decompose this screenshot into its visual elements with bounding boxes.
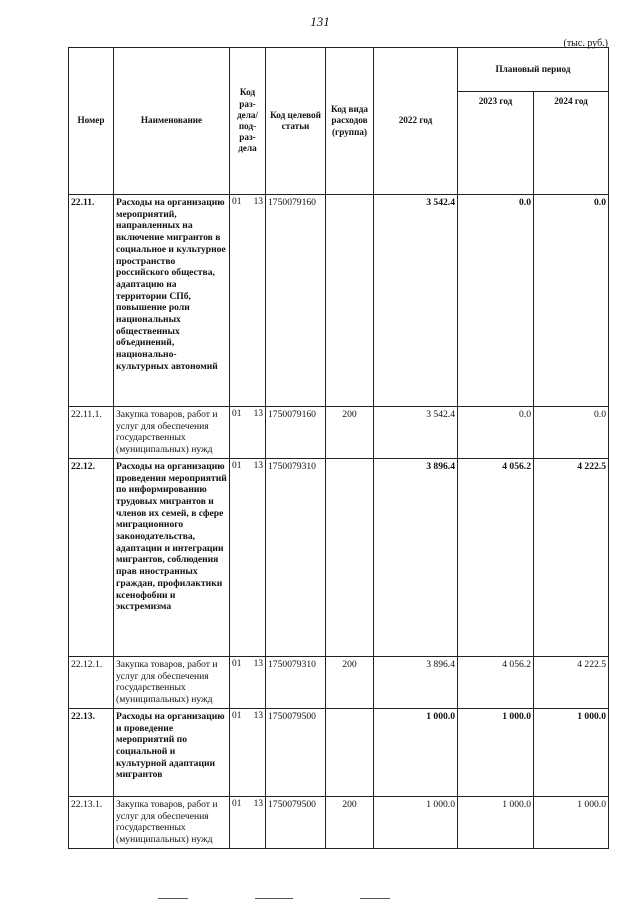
row-number: 22.13. <box>69 708 114 796</box>
row-name: Расходы на организацию проведения мероприятий по информированию трудовых мигрантов и членов их семей, в сфере миграционного законодательства, адаптации и интеграции мигрантов, соблюдения прав иностранных граждан, профилактики ксенофобии и экстремизма <box>114 458 230 656</box>
row-target-code: 1750079500 <box>266 708 326 796</box>
row-amount-2023: 0.0 <box>458 195 534 407</box>
section-code: 01 <box>232 798 242 809</box>
row-type-code <box>326 708 374 796</box>
row-target-code: 1750079310 <box>266 656 326 708</box>
row-name: Закупка товаров, работ и услуг для обеспечения государственных (муниципальных) нужд <box>114 656 230 708</box>
row-type-code: 200 <box>326 796 374 848</box>
row-section-code <box>230 407 266 459</box>
row-number: 22.12.1. <box>69 656 114 708</box>
header-2023: 2023 год <box>458 92 534 195</box>
row-amount-2022: 3 542.4 <box>374 195 458 407</box>
subsection-code: 13 <box>253 460 263 471</box>
section-code: 01 <box>232 658 242 669</box>
units-note: (тыс. руб.) <box>563 38 608 49</box>
footer-line <box>360 898 390 899</box>
row-section-code <box>230 458 266 656</box>
subsection-code: 13 <box>253 197 263 207</box>
header-number: Номер <box>69 48 114 195</box>
row-target-code: 1750079160 <box>266 195 326 407</box>
header-2024: 2024 год <box>534 92 609 195</box>
row-amount-2022: 3 896.4 <box>374 458 458 656</box>
row-type-code: 200 <box>326 407 374 459</box>
row-name: Закупка товаров, работ и услуг для обеспечения государственных (муниципальных) нужд <box>114 796 230 848</box>
row-number: 22.12. <box>69 458 114 656</box>
row-target-code: 1750079310 <box>266 458 326 656</box>
subsection-code: 13 <box>253 798 263 809</box>
row-number: 22.11.1. <box>69 407 114 459</box>
row-amount-2022: 1 000.0 <box>374 796 458 848</box>
subsection-code: 13 <box>253 710 263 721</box>
section-code: 01 <box>232 197 242 207</box>
row-amount-2024: 1 000.0 <box>534 796 609 848</box>
row-number: 22.13.1. <box>69 796 114 848</box>
row-target-code: 1750079160 <box>266 407 326 459</box>
row-type-code <box>326 195 374 407</box>
footer-line <box>158 898 188 899</box>
row-amount-2023: 1 000.0 <box>458 708 534 796</box>
row-type-code: 200 <box>326 656 374 708</box>
subsection-code: 13 <box>253 409 263 419</box>
header-planned: Плановый период <box>458 48 609 92</box>
row-amount-2022: 3 896.4 <box>374 656 458 708</box>
table-row <box>69 796 609 848</box>
row-section-code <box>230 195 266 407</box>
row-name: Расходы на организацию мероприятий, направленных на включение мигрантов в социальное и культурное пространство российского общества, адаптацию на территории СПб, повышение роли национальных общественных объединений, национально-культурных автономий <box>114 195 230 407</box>
row-amount-2022: 1 000.0 <box>374 708 458 796</box>
row-amount-2022: 3 542.4 <box>374 407 458 459</box>
row-target-code: 1750079500 <box>266 796 326 848</box>
header-section: Код раз-дела/ под-раз-дела <box>230 48 266 195</box>
row-amount-2024: 0.0 <box>534 407 609 459</box>
row-amount-2024: 4 222.5 <box>534 458 609 656</box>
header-name: Наименование <box>114 48 230 195</box>
row-section-code <box>230 796 266 848</box>
header-type: Код вида расходов (группа) <box>326 48 374 195</box>
table-row <box>69 458 609 656</box>
row-amount-2023: 1 000.0 <box>458 796 534 848</box>
subsection-code: 13 <box>253 658 263 669</box>
row-amount-2024: 4 222.5 <box>534 656 609 708</box>
row-name: Расходы на организацию и проведение мероприятий по социальной и культурной адаптации мигрантов <box>114 708 230 796</box>
table-row <box>69 407 609 459</box>
section-code: 01 <box>232 710 242 721</box>
table-row <box>69 708 609 796</box>
row-number: 22.11. <box>69 195 114 407</box>
table-row <box>69 195 609 407</box>
row-section-code <box>230 708 266 796</box>
row-name: Закупка товаров, работ и услуг для обеспечения государственных (муниципальных) нужд <box>114 407 230 459</box>
footer-line <box>255 898 293 899</box>
header-target: Код целевой статьи <box>266 48 326 195</box>
table-row <box>69 656 609 708</box>
row-amount-2023: 4 056.2 <box>458 656 534 708</box>
row-amount-2024: 1 000.0 <box>534 708 609 796</box>
budget-table <box>68 47 609 849</box>
row-type-code <box>326 458 374 656</box>
section-code: 01 <box>232 460 242 471</box>
page-number: 131 <box>310 14 330 29</box>
row-amount-2023: 0.0 <box>458 407 534 459</box>
row-section-code <box>230 656 266 708</box>
header-2022: 2022 год <box>374 48 458 195</box>
row-amount-2023: 4 056.2 <box>458 458 534 656</box>
row-amount-2024: 0.0 <box>534 195 609 407</box>
section-code: 01 <box>232 409 242 419</box>
